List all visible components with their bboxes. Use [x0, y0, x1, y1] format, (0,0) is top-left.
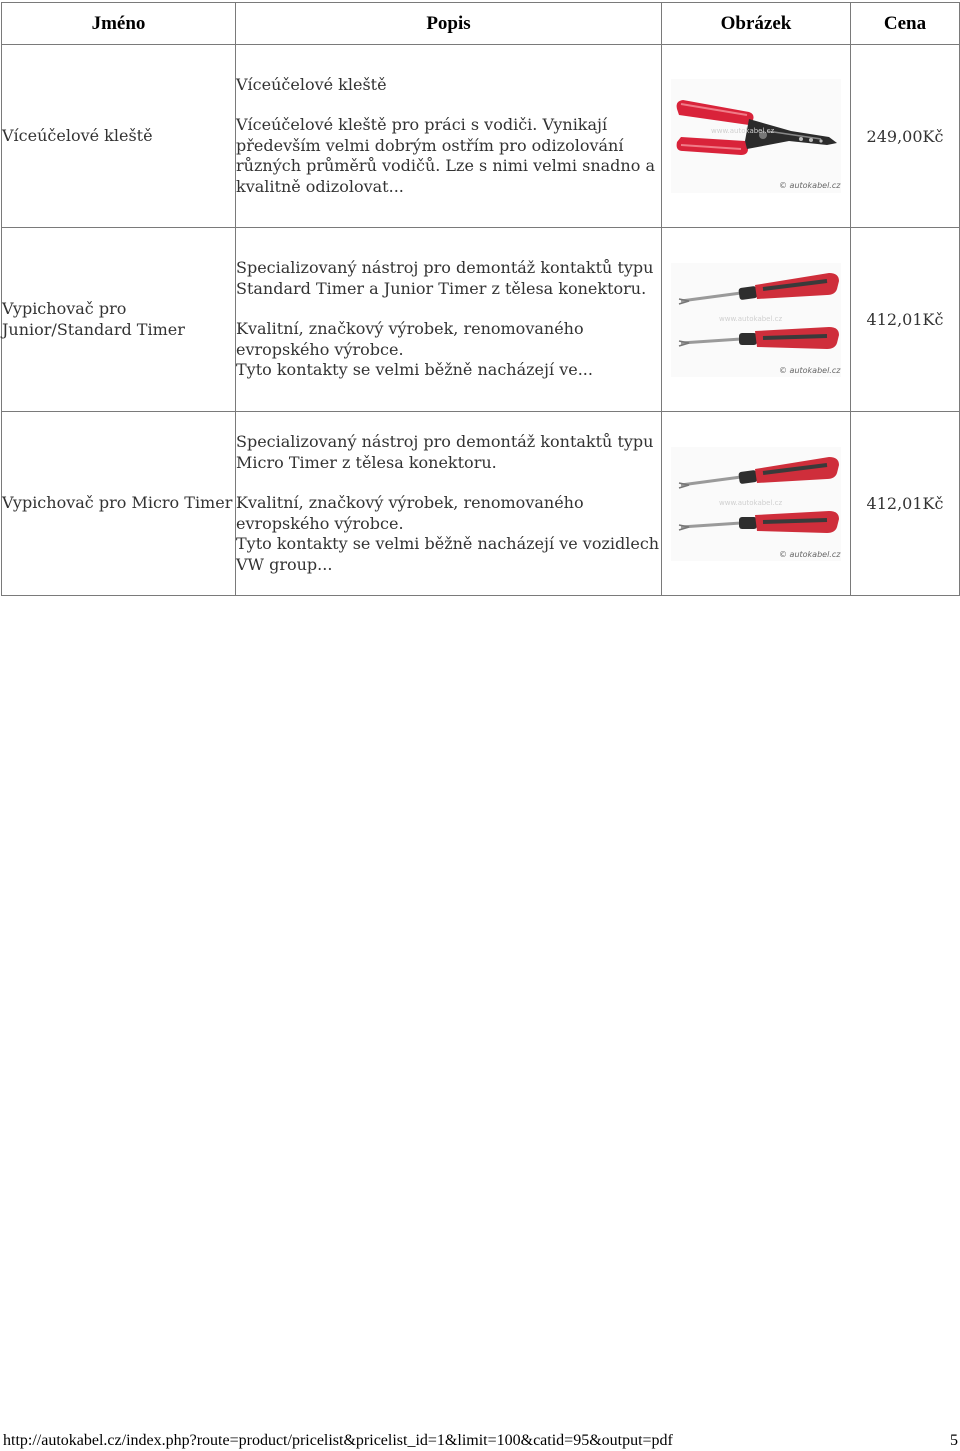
terminal-removal-tool-icon [671, 447, 841, 561]
product-name: Víceúčelové kleště [2, 45, 236, 228]
product-image-cell [662, 412, 851, 596]
product-price: 412,01Kč [851, 412, 960, 596]
description-paragraph: Kvalitní, značkový výrobek, renomovaného evropského výrobce. [236, 493, 584, 533]
description-paragraph: Specializovaný nástroj pro demontáž kontaktů typu Micro Timer z tělesa konektoru. [236, 432, 654, 472]
product-description [236, 412, 662, 596]
wire-stripper-pliers-icon [671, 79, 841, 193]
product-name: Vypichovač pro Micro Timer [2, 412, 236, 596]
image-watermark: www.autokabel.cz [711, 127, 775, 135]
terminal-removal-tool-icon [671, 263, 841, 377]
description-paragraph: Tyto kontakty se velmi běžně nacházejí ve vozidlech VW group... [236, 534, 660, 574]
product-image-cell [662, 45, 851, 228]
product-price: 412,01Kč [851, 228, 960, 412]
product-price: 249,00Kč [851, 45, 960, 228]
description-title: Víceúčelové kleště [236, 74, 387, 94]
product-description [236, 45, 662, 228]
table-row [2, 412, 960, 596]
image-logo: © autokabel.cz [779, 365, 841, 375]
header-description: Popis [236, 3, 662, 45]
description-paragraph: Tyto kontakty se velmi běžně nacházejí ve... [236, 360, 593, 380]
description-text: Víceúčelové kleště pro práci s vodiči. Vynikají především velmi dobrým ostřím pro odizolování různých průměrů vodičů. Lze s nimi velmi snadno a kvalitně odizolovat... [236, 115, 655, 196]
product-image-cell [662, 228, 851, 412]
table-row [2, 228, 960, 412]
header-image: Obrázek [662, 3, 851, 45]
image-watermark: www.autokabel.cz [719, 314, 783, 323]
description-paragraph: Kvalitní, značkový výrobek, renomovaného evropského výrobce. [236, 319, 584, 359]
image-logo: © autokabel.cz [779, 181, 841, 190]
table-row [2, 45, 960, 228]
product-description [236, 228, 662, 412]
image-logo: © autokabel.cz [779, 549, 841, 559]
table-header-row [2, 3, 960, 45]
image-watermark: www.autokabel.cz [719, 498, 783, 507]
description-paragraph: Specializovaný nástroj pro demontáž kontaktů typu Standard Timer a Junior Timer z tělesa konektoru. [236, 258, 654, 298]
footer-url: http://autokabel.cz/index.php?route=product/pricelist&pricelist_id=1&limit=100&catid=95&output=pdf [3, 1432, 673, 1449]
header-name: Jméno [2, 3, 236, 45]
page-number: 5 [950, 1432, 958, 1449]
pricelist-table [1, 2, 960, 596]
header-price: Cena [851, 3, 960, 45]
product-name: Vypichovač pro Junior/Standard Timer [2, 228, 236, 412]
